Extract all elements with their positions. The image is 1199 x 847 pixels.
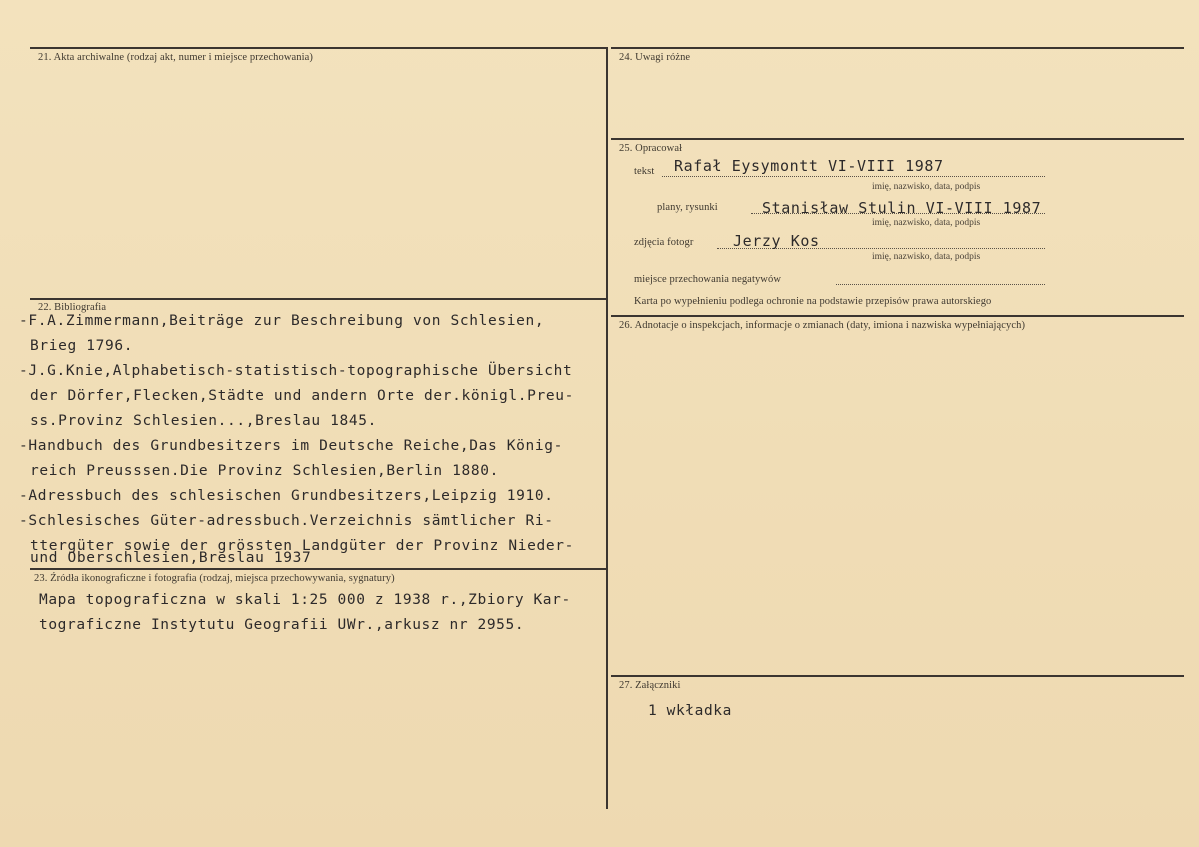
section-22-label: 22. Bibliografia	[38, 302, 107, 313]
rule-27	[611, 675, 1184, 677]
plany-caption: imię, nazwisko, data, podpis	[872, 218, 981, 228]
top-rule-left	[30, 47, 606, 49]
negatives-dotted-line	[836, 284, 1045, 285]
zdjecia-caption: imię, nazwisko, data, podpis	[872, 252, 981, 262]
zdjecia-value: Jerzy Kos	[733, 232, 820, 250]
copyright-note: Karta po wypełnieniu podlega ochronie na podstawie przepisów prawa autorskiego	[634, 296, 992, 307]
tekst-label: tekst	[634, 166, 655, 177]
bibliography-line: -F.A.Zimmermann,Beiträge zur Beschreibung von Schlesien,	[19, 313, 545, 329]
zdjecia-label: zdjęcia fotogr	[634, 237, 694, 248]
section-24-label: 24. Uwagi różne	[619, 52, 691, 63]
center-divider	[606, 47, 608, 809]
bibliography-line: ttergüter sowie der grössten Landgüter der Provinz Nieder-	[30, 538, 575, 554]
section-21-label: 21. Akta archiwalne (rodzaj akt, numer i miejsce przechowania)	[38, 52, 314, 63]
section-23-label: 23. Źródła ikonograficzne i fotografia (rodzaj, miejsca przechowywania, sygnatury)	[34, 573, 395, 584]
plany-label: plany, rysunki	[657, 202, 718, 213]
bibliography-line: ss.Provinz Schlesien...,Breslau 1845.	[30, 413, 378, 429]
sources-line: Mapa topograficzna w skali 1:25 000 z 1938 r.,Zbiory Kar-	[39, 592, 571, 608]
bibliography-line: Brieg 1796.	[30, 338, 134, 354]
bibliography-line: und Oberschlesien,Breslau 1937	[30, 550, 312, 566]
plany-value: Stanisław Stulin VI-VIII 1987	[762, 199, 1042, 217]
bibliography-line: reich Preusssen.Die Provinz Schlesien,Berlin 1880.	[30, 463, 499, 479]
bibliography-line: -J.G.Knie,Alphabetisch-statistisch-topographische Übersicht	[19, 363, 573, 379]
negatives-label: miejsce przechowania negatywów	[634, 274, 782, 285]
tekst-dotted-line	[662, 176, 1045, 177]
bibliography-line: der Dörfer,Flecken,Städte und andern Orte der.königl.Preu-	[30, 388, 575, 404]
attachments-value: 1 wkładka	[648, 703, 732, 719]
section-26-label: 26. Adnotacje o inspekcjach, informacje o zmianach (daty, imiona i nazwiska wypełniających)	[619, 320, 1026, 331]
rule-25	[611, 138, 1184, 140]
rule-22	[30, 298, 606, 300]
bibliography-line: -Handbuch des Grundbesitzers im Deutsche Reiche,Das König-	[19, 438, 564, 454]
sources-line: tograficzne Instytutu Geografii UWr.,arkusz nr 2955.	[39, 617, 525, 633]
tekst-caption: imię, nazwisko, data, podpis	[872, 182, 981, 192]
rule-26	[611, 315, 1184, 317]
tekst-value: Rafał Eysymontt VI-VIII 1987	[674, 157, 944, 175]
bibliography-line: -Schlesisches Güter-adressbuch.Verzeichnis sämtlicher Ri-	[19, 513, 554, 529]
rule-23	[30, 568, 606, 570]
section-25-label: 25. Opracował	[619, 143, 683, 154]
top-rule-right	[611, 47, 1184, 49]
section-27-label: 27. Załączniki	[619, 680, 681, 691]
bibliography-line: -Adressbuch des schlesischen Grundbesitzers,Leipzig 1910.	[19, 488, 554, 504]
